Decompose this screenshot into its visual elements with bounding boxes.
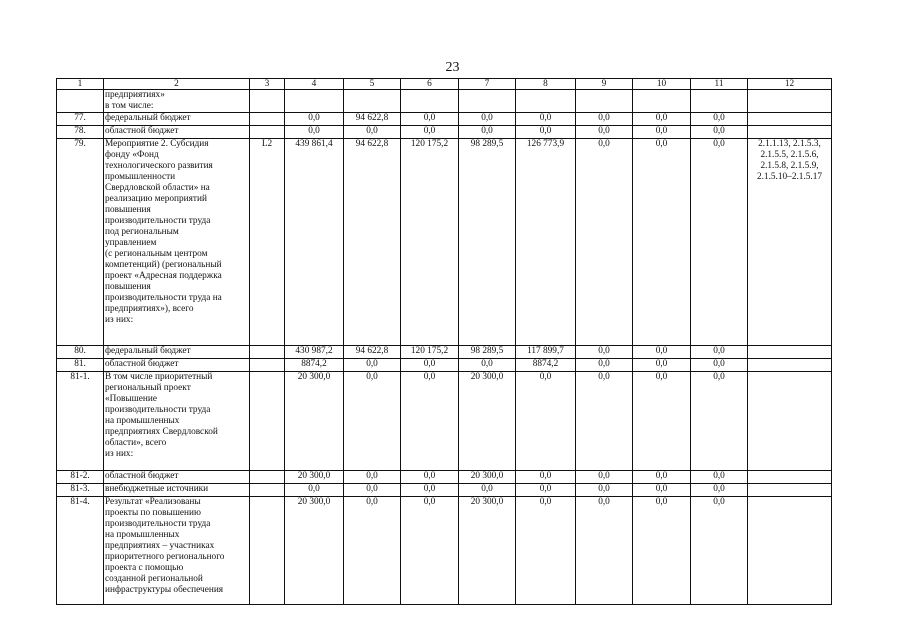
value-cell: 0,0 [576,372,633,471]
row-number-cell: 81-1. [57,372,104,471]
value-cell [401,90,459,113]
value-cell: 0,0 [516,497,576,605]
column-header: 5 [344,79,401,90]
value-cell [344,90,401,113]
value-cell: 20 300,0 [285,471,344,484]
column-header: 6 [401,79,459,90]
value-cell: 0,0 [344,484,401,497]
value-cell: 94 622,8 [344,139,401,346]
value-cell: 0,0 [691,497,748,605]
column-header: 7 [459,79,516,90]
column-header: 9 [576,79,633,90]
value-cell: 0,0 [576,126,633,139]
references-cell [748,497,832,605]
value-cell: 0,0 [344,126,401,139]
code-cell [250,359,285,372]
code-cell [250,90,285,113]
value-cell: 0,0 [401,359,459,372]
value-cell: 0,0 [285,126,344,139]
value-cell: 0,0 [576,497,633,605]
table-row [57,484,832,497]
value-cell: 0,0 [633,139,691,346]
value-cell: 0,0 [691,126,748,139]
value-cell: 0,0 [691,346,748,359]
column-header: 1 [57,79,104,90]
value-cell [633,90,691,113]
references-cell [748,346,832,359]
table-row [57,497,832,605]
code-cell [250,126,285,139]
value-cell: 126 773,9 [516,139,576,346]
value-cell: 0,0 [459,359,516,372]
value-cell: 120 175,2 [401,346,459,359]
table-row [57,372,832,471]
code-cell [250,372,285,471]
value-cell: 0,0 [285,484,344,497]
value-cell: 8874,2 [285,359,344,372]
value-cell: 0,0 [516,113,576,126]
table-row [57,113,832,126]
row-description-cell: В том числе приоритетный региональный проект «Повышение производительности труда на промышленных предприятиях Свердловской области», всего из них: [104,372,250,471]
column-header: 12 [748,79,832,90]
row-description-cell: областной бюджет [104,359,250,372]
value-cell: 0,0 [285,113,344,126]
value-cell: 0,0 [633,346,691,359]
references-cell [748,359,832,372]
value-cell: 0,0 [516,372,576,471]
value-cell: 20 300,0 [459,471,516,484]
row-number-cell [57,90,104,113]
value-cell [516,90,576,113]
value-cell: 98 289,5 [459,139,516,346]
value-cell: 439 861,4 [285,139,344,346]
value-cell: 20 300,0 [459,497,516,605]
value-cell: 94 622,8 [344,346,401,359]
row-number-cell: 81-3. [57,484,104,497]
table-row [57,471,832,484]
value-cell [691,90,748,113]
value-cell: 0,0 [633,359,691,372]
value-cell: 0,0 [576,113,633,126]
row-description-cell: Мероприятие 2. Субсидия фонду «Фонд технологического развития промышленности Свердловской области» на реализацию мероприятий повышения производительности труда под региональным управлением (с региональным центром компетенций) (региональный проект «Адресная поддержка повышения производительности труда на предприятиях»), всего из них: [104,139,250,346]
row-description-cell: федеральный бюджет [104,346,250,359]
code-cell: L2 [250,139,285,346]
column-header: 4 [285,79,344,90]
row-description-cell: Результат «Реализованы проекты по повышению производительности труда на промышленных предприятиях – участниках приоритетного регионального проекта с помощью созданной региональной инфраструктуры обеспечения [104,497,250,605]
value-cell: 0,0 [576,484,633,497]
value-cell: 0,0 [576,471,633,484]
value-cell: 0,0 [401,113,459,126]
value-cell: 8874,2 [516,359,576,372]
references-cell [748,90,832,113]
table-row [57,346,832,359]
row-number-cell: 80. [57,346,104,359]
value-cell: 0,0 [401,126,459,139]
row-number-cell: 79. [57,139,104,346]
value-cell [576,90,633,113]
value-cell: 120 175,2 [401,139,459,346]
value-cell: 0,0 [459,484,516,497]
value-cell: 0,0 [633,471,691,484]
code-cell [250,471,285,484]
value-cell: 0,0 [633,372,691,471]
table-row [57,359,832,372]
references-cell [748,484,832,497]
value-cell: 0,0 [459,126,516,139]
value-cell: 117 899,7 [516,346,576,359]
value-cell: 0,0 [516,484,576,497]
value-cell: 0,0 [516,126,576,139]
budget-table [56,78,832,605]
value-cell: 0,0 [691,484,748,497]
column-header: 8 [516,79,576,90]
value-cell: 20 300,0 [459,372,516,471]
value-cell: 0,0 [459,113,516,126]
column-header: 2 [104,79,250,90]
page-number: 23 [445,60,460,75]
references-cell [748,372,832,471]
value-cell: 0,0 [691,372,748,471]
value-cell: 20 300,0 [285,372,344,471]
value-cell: 0,0 [576,346,633,359]
row-description-cell: областной бюджет [104,471,250,484]
value-cell [285,90,344,113]
row-description-cell: предприятиях» в том числе: [104,90,250,113]
value-cell: 0,0 [633,113,691,126]
table-header-row [57,79,832,90]
table-row [57,139,832,346]
row-number-cell: 78. [57,126,104,139]
table-row [57,90,832,113]
row-description-cell: федеральный бюджет [104,113,250,126]
references-cell [748,126,832,139]
value-cell: 0,0 [401,372,459,471]
value-cell: 430 987,2 [285,346,344,359]
row-description-cell: внебюджетные источники [104,484,250,497]
row-number-cell: 81. [57,359,104,372]
column-header: 10 [633,79,691,90]
value-cell [459,90,516,113]
references-cell: 2.1.1.13, 2.1.5.3, 2.1.5.5, 2.1.5.6, 2.1.5.8, 2.1.5.9, 2.1.5.10–2.1.5.17 [748,139,832,346]
code-cell [250,113,285,126]
value-cell: 0,0 [576,359,633,372]
row-number-cell: 81-2. [57,471,104,484]
value-cell: 98 289,5 [459,346,516,359]
value-cell: 94 622,8 [344,113,401,126]
value-cell: 0,0 [344,471,401,484]
references-cell [748,471,832,484]
value-cell: 0,0 [344,359,401,372]
value-cell: 0,0 [401,471,459,484]
value-cell: 0,0 [344,497,401,605]
references-cell [748,113,832,126]
value-cell: 0,0 [516,471,576,484]
value-cell: 0,0 [691,471,748,484]
row-description-cell: областной бюджет [104,126,250,139]
value-cell: 0,0 [633,126,691,139]
value-cell: 0,0 [691,113,748,126]
column-header: 11 [691,79,748,90]
value-cell: 0,0 [691,139,748,346]
code-cell [250,346,285,359]
value-cell: 0,0 [576,139,633,346]
value-cell: 0,0 [401,497,459,605]
value-cell: 0,0 [401,484,459,497]
code-cell [250,484,285,497]
value-cell: 20 300,0 [285,497,344,605]
value-cell: 0,0 [633,497,691,605]
column-header: 3 [250,79,285,90]
value-cell: 0,0 [691,359,748,372]
row-number-cell: 77. [57,113,104,126]
table-row [57,126,832,139]
row-number-cell: 81-4. [57,497,104,605]
value-cell: 0,0 [633,484,691,497]
value-cell: 0,0 [344,372,401,471]
code-cell [250,497,285,605]
